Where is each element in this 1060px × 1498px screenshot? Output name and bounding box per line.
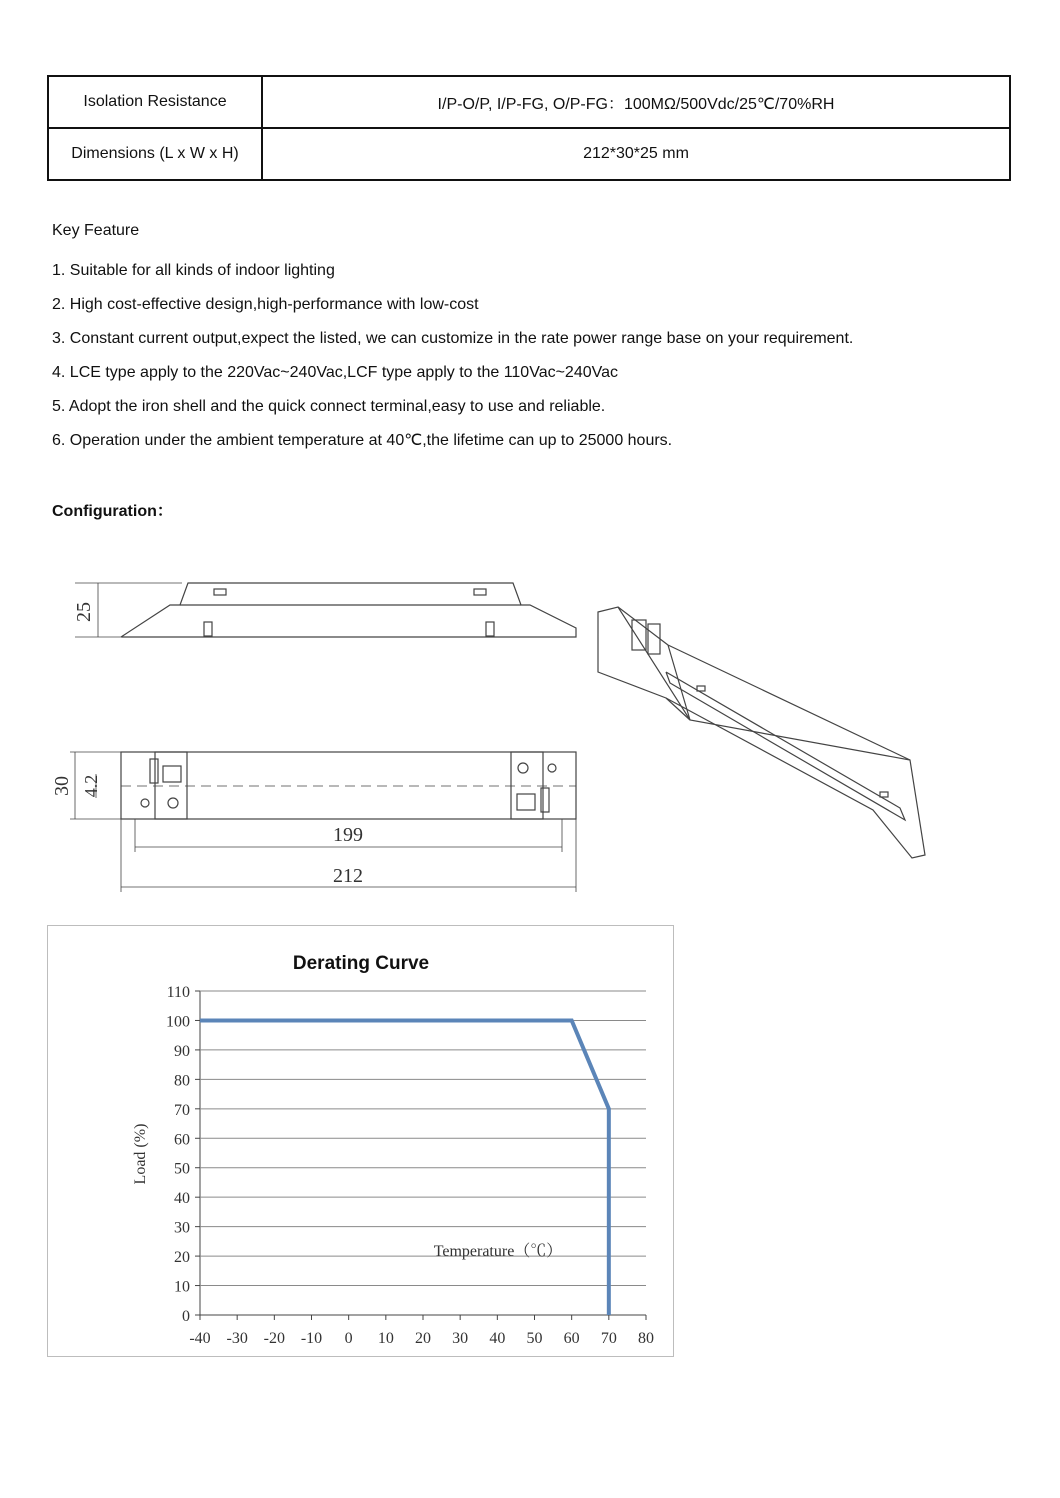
list-item: 4. LCE type apply to the 220Vac~240Vac,LCF type apply to the 110Vac~240Vac — [52, 364, 619, 381]
y-tick-label: 50 — [174, 1160, 190, 1178]
derating-curve-plot — [48, 926, 673, 1356]
y-axis-label: Load (%) — [132, 1123, 149, 1185]
x-tick-label: 10 — [377, 1330, 394, 1347]
x-tick-label: 0 — [344, 1330, 353, 1347]
x-tick-label: 40 — [489, 1330, 506, 1347]
list-item: 1. Suitable for all kinds of indoor lighting — [52, 262, 335, 279]
configuration-title: Configuration： — [52, 503, 173, 520]
y-tick-label: 80 — [174, 1072, 190, 1090]
y-tick-label: 90 — [174, 1042, 190, 1060]
key-feature-title: Key Feature — [52, 222, 140, 239]
dimensions-value: 212*30*25 mm — [262, 128, 1010, 180]
y-tick-label: 100 — [166, 1013, 190, 1031]
x-tick-label: 50 — [526, 1330, 543, 1347]
dimensions-label: Dimensions (L x W x H) — [48, 128, 262, 180]
table-row — [48, 128, 1010, 180]
chart-title: Derating Curve — [292, 953, 430, 974]
hole-dimension-label: 4.2 — [81, 774, 101, 798]
isolation-resistance-value: I/P-O/P, I/P-FG, O/P-FG：100MΩ/500Vdc/25℃/70%RH — [262, 76, 1010, 128]
y-tick-label: 30 — [174, 1219, 190, 1237]
top-view-drawing — [70, 752, 576, 892]
configuration-drawing — [0, 560, 1060, 905]
x-tick-label: 70 — [600, 1330, 617, 1347]
y-tick-label: 110 — [166, 984, 190, 1001]
key-feature-list — [52, 261, 853, 465]
list-item: 3. Constant current output,expect the listed, we can customize in the rate power range base on your requirement. — [52, 330, 854, 347]
y-tick-label: 60 — [174, 1131, 190, 1149]
y-tick-label: 0 — [182, 1308, 190, 1325]
width-dimension-label: 30 — [51, 776, 73, 796]
x-tick-label: 20 — [415, 1330, 431, 1347]
list-item: 2. High cost-effective design,high-performance with low-cost — [52, 296, 479, 313]
height-dimension-label: 25 — [73, 602, 95, 622]
spec-table — [47, 75, 1011, 181]
x-tick-label: -20 — [263, 1330, 285, 1347]
derating-curve-chart — [47, 925, 674, 1357]
y-tick-label: 20 — [174, 1249, 190, 1267]
x-tick-label: 60 — [563, 1330, 580, 1347]
isometric-view-drawing — [598, 607, 925, 858]
isolation-resistance-label: Isolation Resistance — [48, 76, 262, 128]
x-tick-label: -40 — [189, 1330, 211, 1347]
x-tick-label: 30 — [452, 1330, 469, 1347]
x-tick-label: -10 — [300, 1330, 323, 1347]
x-tick-label: -30 — [226, 1330, 248, 1347]
list-item: 5. Adopt the iron shell and the quick connect terminal,easy to use and reliable. — [52, 398, 606, 415]
y-tick-label: 70 — [174, 1101, 190, 1119]
side-view-drawing — [75, 583, 576, 637]
x-axis-label: Temperature（℃） — [433, 1243, 563, 1260]
y-tick-label: 10 — [174, 1278, 190, 1296]
x-tick-label: 80 — [638, 1330, 654, 1347]
y-tick-label: 40 — [174, 1190, 190, 1208]
length-dimension-label: 212 — [333, 865, 363, 887]
inner-length-dimension-label: 199 — [333, 824, 363, 846]
table-row — [48, 76, 1010, 128]
list-item: 6. Operation under the ambient temperature at 40℃,the lifetime can up to 25000 hours. — [52, 432, 673, 449]
